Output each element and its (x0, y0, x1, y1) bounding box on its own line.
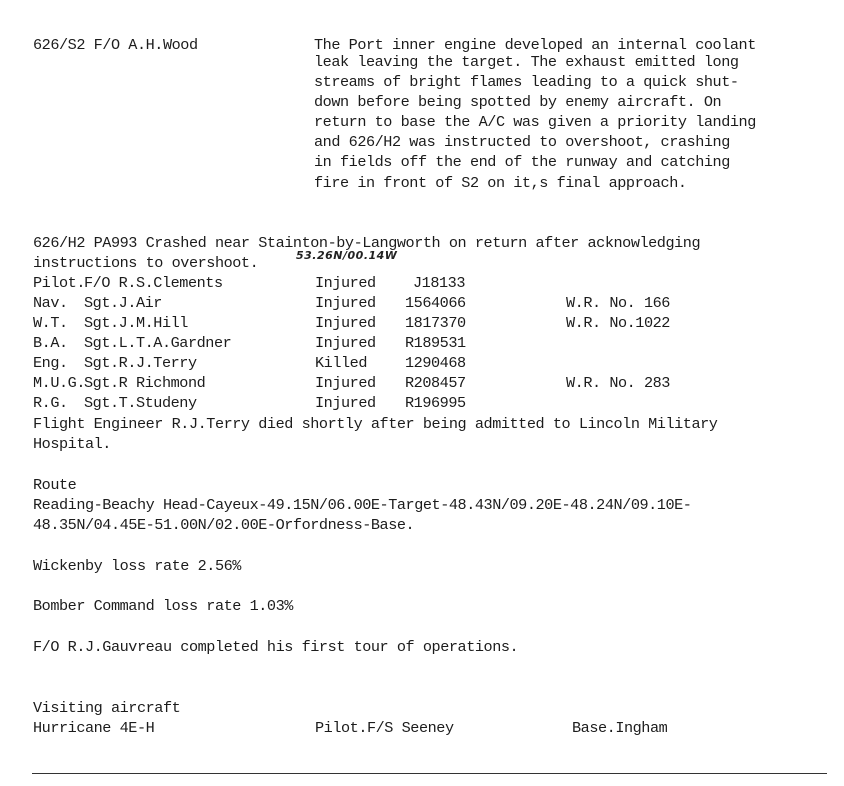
visiting-aircraft-base: Base.Ingham (572, 719, 668, 737)
crew-status: Injured (315, 294, 376, 312)
wickenby-loss-rate: Wickenby loss rate 2.56% (33, 557, 241, 575)
crash-summary-line: 626/H2 PA993 Crashed near Stainton-by-Langworth on return after acknowledging (33, 234, 701, 252)
narrative-line: streams of bright flames leading to a quick shut- (314, 73, 739, 91)
crew-number: R208457 (405, 374, 466, 392)
death-note-line: Flight Engineer R.J.Terry died shortly after being admitted to Lincoln Military (33, 415, 718, 433)
crew-role: M.U.G. (33, 374, 85, 392)
crew-status: Injured (315, 394, 376, 412)
route-heading: Route (33, 476, 77, 494)
crew-status: Injured (315, 274, 376, 292)
narrative-line: The Port inner engine developed an internal coolant (314, 36, 756, 54)
crew-name: Sgt.L.T.A.Gardner (84, 334, 232, 352)
crew-role: B.A. (33, 334, 68, 352)
crash-summary-line: instructions to overshoot. (33, 254, 259, 272)
crew-role: Eng. (33, 354, 68, 372)
narrative-line: down before being spotted by enemy aircraft. On (314, 93, 722, 111)
crew-name: Sgt.R Richmond (84, 374, 206, 392)
crew-note: W.R. No. 283 (566, 374, 670, 392)
crew-note: W.R. No. 166 (566, 294, 670, 312)
crew-role: Pilot. (33, 274, 85, 292)
crew-name: F/O R.S.Clements (84, 274, 223, 292)
crew-name: Sgt.T.Studeny (84, 394, 197, 412)
crew-name: Sgt.R.J.Terry (84, 354, 197, 372)
crew-name: Sgt.J.M.Hill (84, 314, 188, 332)
visiting-aircraft-type: Hurricane 4E-H (33, 719, 155, 737)
route-line: Reading-Beachy Head-Cayeux-49.15N/06.00E-Target-48.43N/09.20E-48.24N/09.10E- (33, 496, 692, 514)
crew-role: W.T. (33, 314, 68, 332)
visiting-aircraft-pilot: Pilot.F/S Seeney (315, 719, 454, 737)
crew-role: Nav. (33, 294, 68, 312)
tour-completion-note: F/O R.J.Gauvreau completed his first tour of operations. (33, 638, 519, 656)
narrative-line: in fields off the end of the runway and catching (314, 153, 730, 171)
crew-name: Sgt.J.Air (84, 294, 162, 312)
crew-note: W.R. No.1022 (566, 314, 670, 332)
crew-status: Injured (315, 334, 376, 352)
crew-number: R189531 (405, 334, 466, 352)
death-note-line: Hospital. (33, 435, 111, 453)
narrative-line: and 626/H2 was instructed to overshoot, crashing (314, 133, 730, 151)
narrative-line: return to base the A/C was given a priority landing (314, 113, 756, 131)
narrative-line: fire in front of S2 on it,s final approach. (314, 174, 687, 192)
crew-number: 1564066 (405, 294, 466, 312)
crew-status: Killed (315, 354, 367, 372)
narrative-line: leak leaving the target. The exhaust emitted long (314, 53, 739, 71)
crew-number: R196995 (405, 394, 466, 412)
crew-role: R.G. (33, 394, 68, 412)
entry1-reference: 626/S2 F/O A.H.Wood (33, 36, 198, 54)
crew-number: 1290468 (405, 354, 466, 372)
handwritten-coordinates: 53.26N/00.14W (296, 249, 398, 262)
crew-number: J18133 (413, 274, 465, 292)
crew-status: Injured (315, 314, 376, 332)
route-line: 48.35N/04.45E-51.00N/02.00E-Orfordness-Base. (33, 516, 415, 534)
crew-number: 1817370 (405, 314, 466, 332)
bottom-divider (32, 773, 827, 774)
visiting-aircraft-heading: Visiting aircraft (33, 699, 181, 717)
crew-status: Injured (315, 374, 376, 392)
bomber-command-loss-rate: Bomber Command loss rate 1.03% (33, 597, 293, 615)
